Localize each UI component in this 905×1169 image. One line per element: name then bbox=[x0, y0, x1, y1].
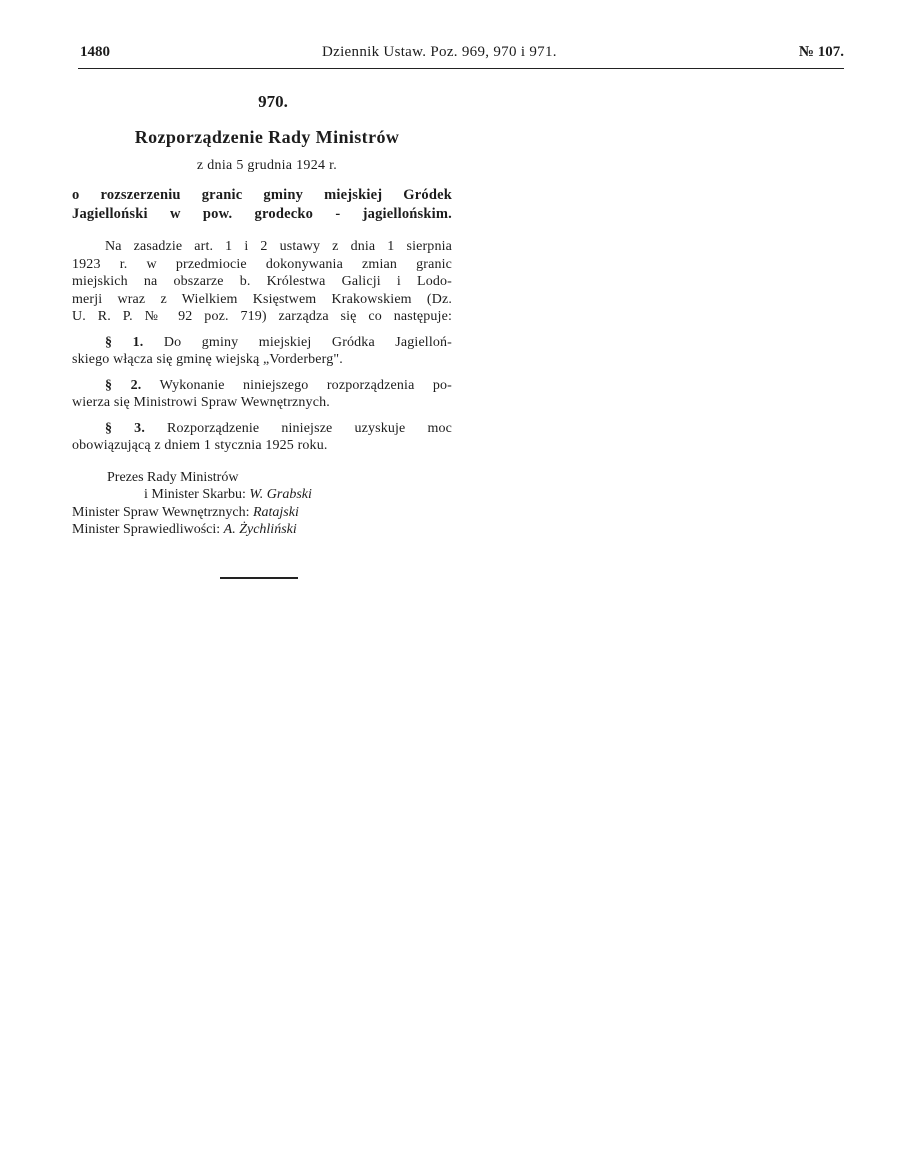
preamble-line: miejskich na obszarze b. Królestwa Galicji i Lodo- bbox=[72, 274, 452, 289]
preamble-line: Na zasadzie art. 1 i 2 ustawy z dnia 1 sierpnia bbox=[105, 239, 452, 254]
section-3 bbox=[72, 420, 452, 455]
section-text: Wykonanie niniejszego rozporządzenia po- bbox=[159, 377, 452, 393]
article-column bbox=[72, 92, 452, 539]
signature-label: Minister Sprawiedliwości: bbox=[72, 522, 221, 537]
section-first-line bbox=[72, 377, 452, 395]
issue-number: № 107. bbox=[798, 44, 844, 60]
document-date: z dnia 5 grudnia 1924 r. bbox=[196, 158, 338, 173]
signature-name: A. Żychliński bbox=[223, 522, 297, 537]
section-text-line: obowiązującą z dniem 1 stycznia 1925 roku. bbox=[72, 438, 328, 453]
signature-label: Minister Spraw Wewnętrznych: bbox=[72, 504, 250, 520]
preamble bbox=[72, 238, 452, 326]
section-mark: § 3. bbox=[105, 420, 145, 436]
subject-line: o rozszerzeniu granic gminy miejskiej Gródek bbox=[72, 187, 452, 203]
signature-justice bbox=[72, 521, 452, 539]
signature-block bbox=[72, 469, 452, 539]
signature-name: Ratajski bbox=[252, 504, 299, 520]
document-title: Rozporządzenie Rady Ministrów bbox=[134, 127, 400, 147]
signature-interior bbox=[72, 504, 452, 522]
section-text: Do gminy miejskiej Gródka Jagielloń- bbox=[163, 334, 452, 350]
signature-name: W. Grabski bbox=[249, 487, 312, 502]
preamble-line: 1923 r. w przedmiocie dokonywania zmian granic bbox=[72, 256, 452, 272]
section-1 bbox=[72, 334, 452, 369]
journal-title: Dziennik Ustaw. Poz. 969, 970 i 971. bbox=[322, 44, 557, 60]
position-number: 970. bbox=[258, 92, 288, 111]
section-text-line: wierza się Ministrowi Spraw Wewnętrznych. bbox=[72, 395, 330, 410]
header-rule bbox=[78, 68, 844, 69]
section-mark: § 2. bbox=[105, 377, 142, 393]
signature-treasury bbox=[72, 486, 452, 504]
preamble-line: merji wraz z Wielkiem Księstwem Krakowskiem (Dz. bbox=[72, 291, 452, 307]
document-subject bbox=[72, 186, 452, 224]
signature-label: i Minister Skarbu: bbox=[144, 487, 246, 502]
section-first-line bbox=[72, 334, 452, 352]
section-text-line: skiego włącza się gminę wiejską „Vorderberg". bbox=[72, 352, 343, 367]
section-text: Rozporządzenie niniejsze uzyskuje moc bbox=[167, 420, 452, 436]
signature-prime-minister: Prezes Rady Ministrów bbox=[107, 469, 239, 485]
page-header bbox=[80, 44, 844, 68]
end-rule bbox=[220, 577, 298, 579]
section-mark: § 1. bbox=[105, 334, 144, 350]
section-first-line bbox=[72, 420, 452, 438]
subject-line: Jagielloński w pow. grodecko - jagiellońskim. bbox=[72, 206, 452, 222]
section-2 bbox=[72, 377, 452, 412]
preamble-line: U. R. P. № 92 poz. 719) zarządza się co następuje: bbox=[72, 309, 452, 324]
page-number: 1480 bbox=[80, 44, 110, 60]
